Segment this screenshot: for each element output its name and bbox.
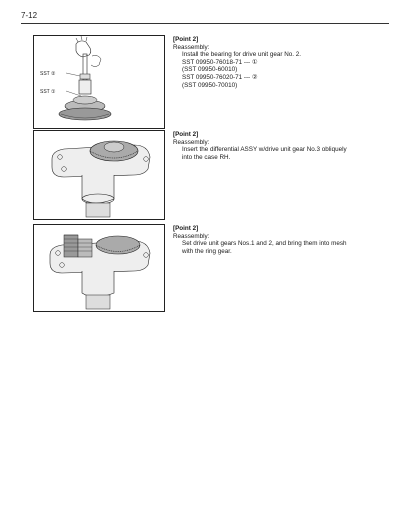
step-1-note [173,36,378,89]
step-1-line: SST 09950-76020-71 --- ② [182,73,258,81]
step-2-line: into the case RH. [182,153,231,161]
step-1-point: [Point 2] [173,36,199,43]
step-3-note [173,225,378,255]
step-2-note [173,131,378,161]
page-number: 7-12 [21,11,38,20]
sst-1-label: SST ① [40,89,56,95]
step-3-point: [Point 2] [173,225,199,232]
gear-mesh-illustration [34,225,164,311]
step-2-line: Insert the differential ASSY w/drive unit gear No.3 obliquely [182,146,347,154]
step-1-heading: Reassembly: [173,43,210,51]
step-3-heading: Reassembly: [173,232,210,240]
step-1-line: (SST 09950-70010) [182,81,238,89]
step-2-point: [Point 2] [173,131,199,138]
bearing-install-illustration [34,36,164,128]
step-2-heading: Reassembly: [173,138,210,146]
step-1-line: (SST 09950-60010) [182,66,238,74]
step-1-line: Install the bearing for drive unit gear No. 2. [182,51,302,59]
header-rule [21,23,389,24]
differential-insert-illustration [34,131,164,219]
step-3-line: with the ring gear. [182,247,232,255]
figure-bearing-install [33,35,165,129]
figure-differential-insert [33,130,165,220]
step-1-line: SST 09950-76018-71 --- ① [182,58,258,66]
figure-gear-mesh [33,224,165,312]
sst-2-label: SST ② [40,71,56,77]
step-3-line: Set drive unit gears Nos.1 and 2, and bring them into mesh [182,240,347,248]
